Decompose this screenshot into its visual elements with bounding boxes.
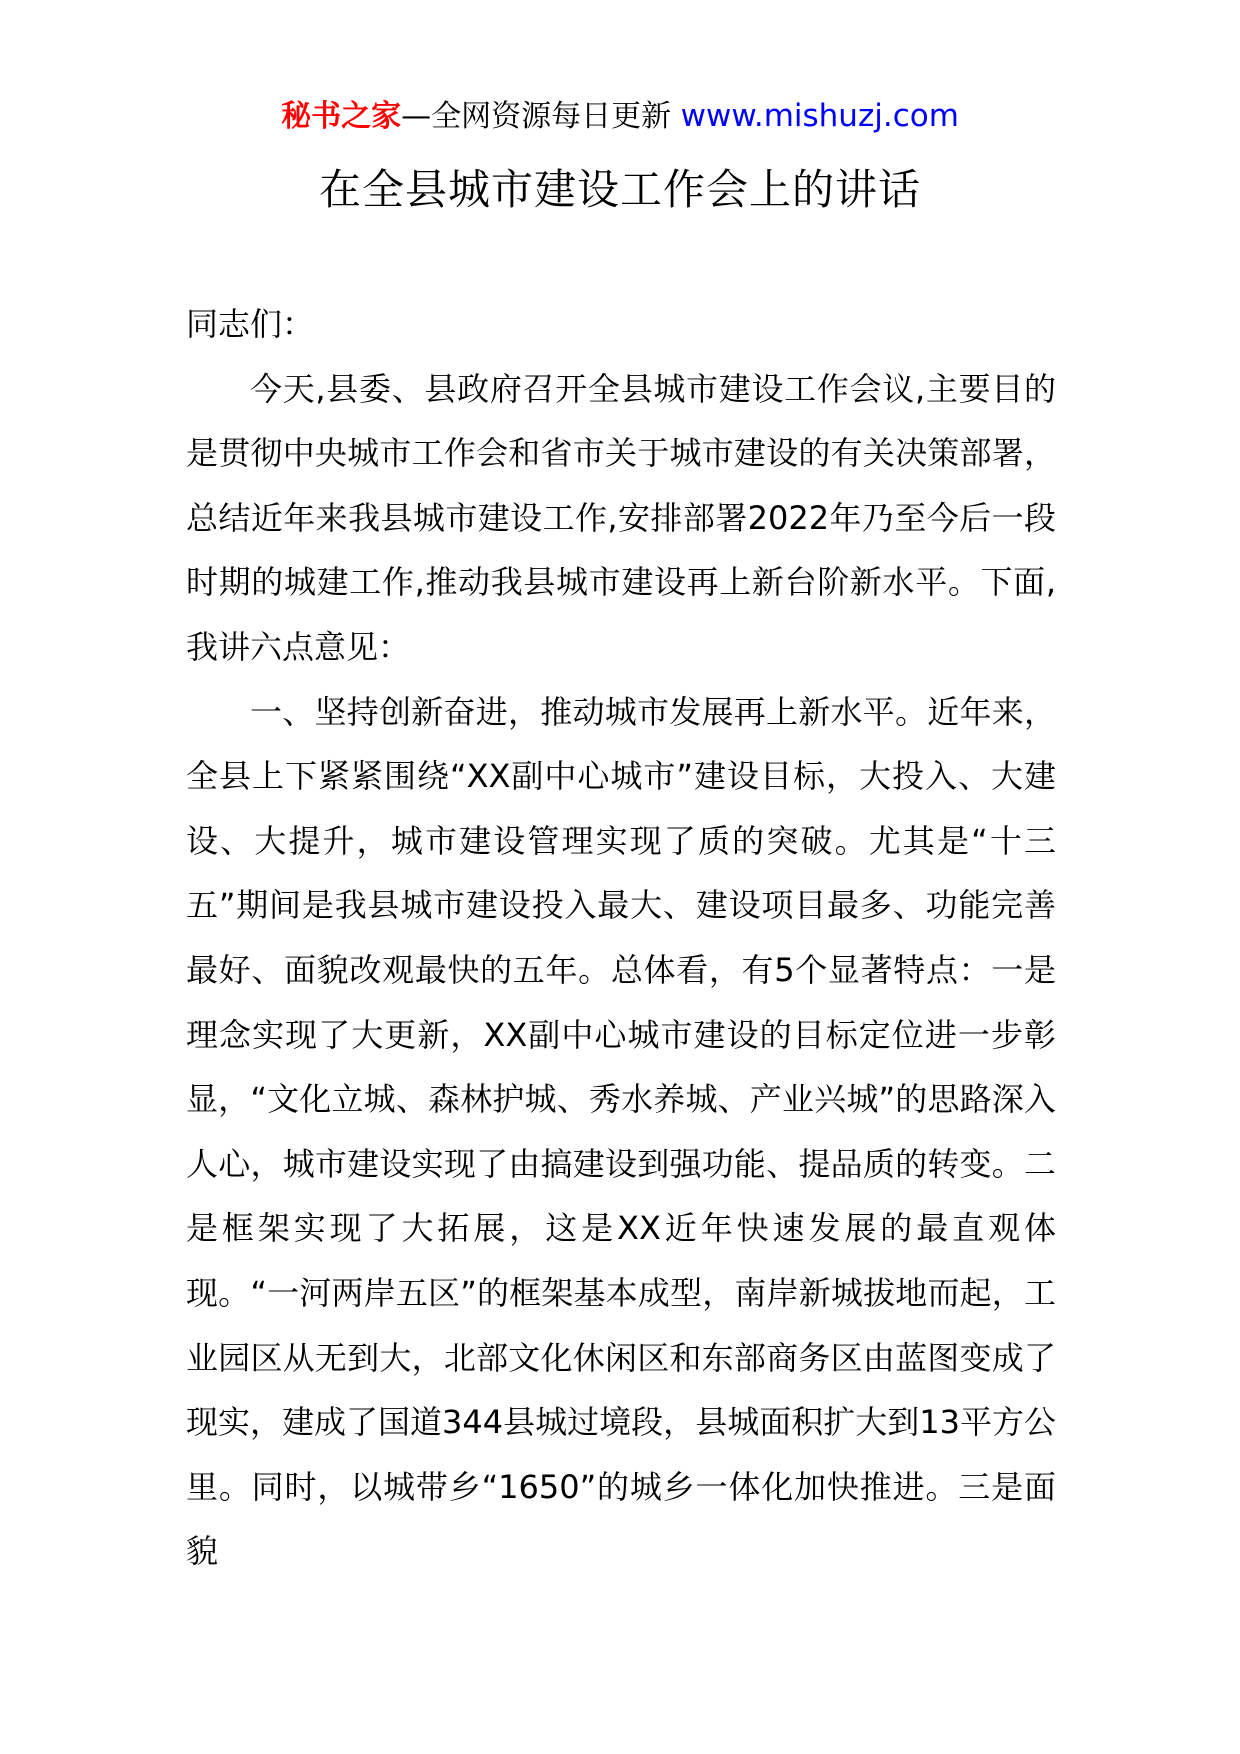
paragraph-intro: 今天,县委、县政府召开全县城市建设工作会议,主要目的是贯彻中央城市工作会和省市关于城市建设的有关决策部署，总结近年来我县城市建设工作,安排部署2022年乃至今后一段时期的城建工作,推动我县城市建设再上新台阶新水平。下面,我讲六点意见： [186,369,1056,666]
document-body [186,292,1056,1584]
document-title: 在全县城市建设工作会上的讲话 [318,165,921,214]
brand-name: 秘书之家 [281,99,402,134]
paragraph-section-one: 一、坚持创新奋进，推动城市发展再上新水平。近年来，全县上下紧紧围绕“XX副中心城市”建设目标，大投入、大建设、大提升，城市建设管理实现了质的突破。尤其是“十三五”期间是我县城市建设投入最大、建设项目最多、功能完善最好、面貌改观最快的五年。总体看，有5个显著特点：一是理念实现了大更新，XX副中心城市建设的目标定位进一步彰显，“文化立城、森林护城、秀水养城、产业兴城”的思路深入人心，城市建设实现了由搞建设到强功能、提品质的转变。二是框架实现了大拓展，这是XX近年快速发展的最直观体现。“一河两岸五区”的框架基本成型，南岸新城拔地而起，工业园区从无到大，北部文化休闲区和东部商务区由蓝图变成了现实，建成了国道344县城过境段，县城面积扩大到13平方公里。同时，以城带乡“1650”的城乡一体化加快推进。三是面貌 [186,692,1056,1571]
salutation: 同志们： [186,305,315,343]
header-tagline: —全网资源每日更新 [401,99,681,134]
site-header [0,96,1240,137]
site-url-link[interactable]: www.mishuzj.com [680,98,959,134]
